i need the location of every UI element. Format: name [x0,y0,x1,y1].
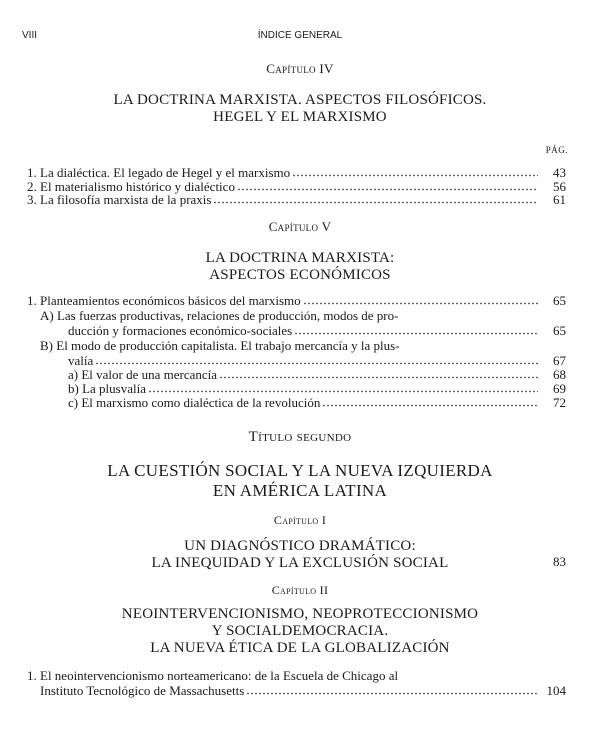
entry-text: A) Las fuerzas productivas, relaciones de producción, modos de pro- [40,308,399,323]
entry-text: ducción y formaciones económico-sociales [68,323,293,338]
entry-text: 2. El materialismo histórico y dialéctico [27,179,235,194]
toc-entry [0,323,600,338]
dot-leader [237,181,538,191]
toc-entry [0,293,600,308]
chapter-ii-title [0,606,600,657]
entry-text: B) El modo de producción capitalista. El trabajo mercancía y la plus- [40,338,400,353]
entry-page: 72 [553,395,566,410]
title-line: LA DOCTRINA MARXISTA: [205,250,395,266]
title-line: LA INEQUIDAD Y LA EXCLUSIÓN SOCIAL [151,555,449,571]
running-title: ÍNDICE GENERAL [257,30,343,41]
entry-text: 1. Planteamientos económicos básicos del marxismo [27,293,301,308]
page-number: VIII [22,30,38,41]
title-line: LA DOCTRINA MARXISTA. ASPECTOS FILOSÓFICOS. [113,92,487,108]
title-line: LA CUESTIÓN SOCIAL Y LA NUEVA IZQUIERDA [107,461,493,480]
chapter-iv-label: Capítulo IV [266,61,334,76]
toc-entry [0,668,600,683]
entry-text: a) El valor de una mercancía [68,367,218,382]
entry-page: 69 [553,381,566,396]
dot-leader [322,397,538,407]
dot-leader [95,355,538,365]
entry-text: Instituto Tecnológico de Massachusetts [40,683,245,698]
entry-text: 3. La filosofía marxista de la praxis [27,192,212,207]
title-line: HEGEL Y EL MARXISMO [213,109,387,125]
entry-text: 1. La dialéctica. El legado de Hegel y el marxismo [27,165,291,180]
entry-page: 65 [553,293,566,308]
title-line: Y SOCIALDEMOCRACIA. [211,623,389,639]
entry-page: 61 [553,192,566,207]
toc-entry [0,308,600,323]
entry-page: 43 [553,165,566,180]
entry-page: 104 [546,683,566,698]
titulo-segundo-label: Título segundo [248,429,352,445]
dot-leader [213,194,538,204]
toc-entry [0,165,600,180]
entry-page: 67 [553,353,566,368]
chapter-i-label: Capítulo I [273,513,327,527]
dot-leader [219,369,538,379]
entry-text: c) El marxismo como dialéctica de la revolución [68,395,321,410]
dot-leader [294,325,538,335]
title-line: UN DIAGNÓSTICO DRAMÁTICO: [184,538,416,554]
toc-entry [0,683,600,698]
dot-leader [148,383,538,393]
entry-page: 56 [553,179,566,194]
toc-entry [0,192,600,207]
chapter-v-label: Capítulo V [268,219,332,234]
title-line: LA NUEVA ÉTICA DE LA GLOBALIZACIÓN [150,640,450,656]
chapter-ii-label: Capítulo II [271,583,329,597]
title-line: EN AMÉRICA LATINA [212,481,388,500]
title-line: NEOINTERVENCIONISMO, NEOPROTECCIONISMO [121,606,479,622]
toc-entry [0,338,600,353]
toc-entry [0,381,600,396]
toc-entry [0,367,600,382]
pag-label: PÁG. [545,145,568,155]
entry-text: valía [68,353,94,368]
chapter-i-title [0,538,600,572]
chapter-iv-title [0,92,600,126]
entry-page: 68 [553,367,566,382]
entry-text: b) La plusvalía [68,381,146,396]
title-line: ASPECTOS ECONÓMICOS [209,267,391,283]
toc-entry [0,353,600,368]
dot-leader [292,167,538,177]
chapter-i-page: 83 [553,554,566,569]
dot-leader [303,295,538,305]
chapter-v-title [0,250,600,284]
toc-entry [0,395,600,410]
titulo-segundo-title [0,461,600,501]
entry-text: 1. El neointervencionismo norteamericano: de la Escuela de Chicago al [27,668,399,683]
dot-leader [246,685,538,695]
entry-page: 65 [553,323,566,338]
